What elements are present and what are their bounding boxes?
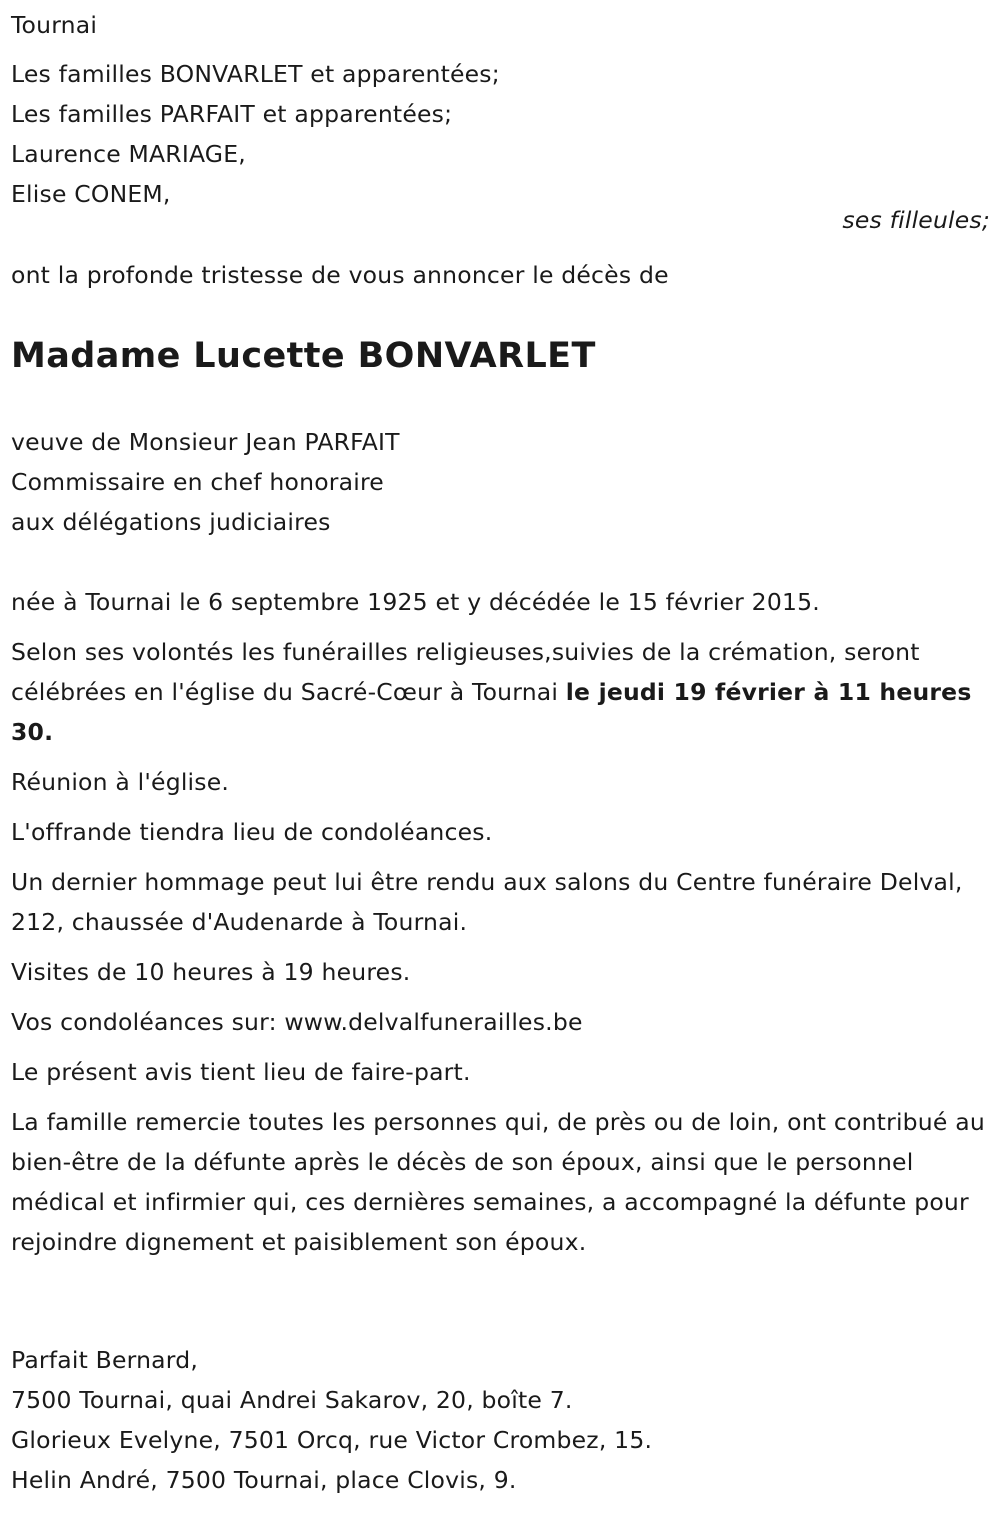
widow-info bbox=[11, 422, 400, 542]
condolences-text: Vos condoléances sur: www.delvalfunerailles.be bbox=[11, 1008, 583, 1036]
signature-line: Parfait Bernard, bbox=[11, 1346, 199, 1374]
place-name: Tournai bbox=[11, 11, 98, 39]
widow-line: Commissaire en chef honoraire bbox=[11, 468, 384, 496]
widow-line: veuve de Monsieur Jean PARFAIT bbox=[11, 428, 400, 456]
signature-line: Helin André, 7500 Tournai, place Clovis, 9. bbox=[11, 1466, 517, 1494]
family-line: Elise CONEM, bbox=[11, 180, 171, 208]
tribute-text: Un dernier hommage peut lui être rendu aux salons du Centre funéraire Delval, 212, chaussée d'Audenarde à Tournai. bbox=[11, 868, 963, 936]
funeral-text: Selon ses volontés les funérailles religieuses,suivies de la crémation, seront célébrées en l'église du Sacré-Cœur à Tournai bbox=[11, 638, 920, 706]
family-line: Les familles BONVARLET et apparentées; bbox=[11, 60, 500, 88]
details-section bbox=[11, 582, 991, 1272]
signature-block bbox=[11, 1340, 652, 1500]
birth-death-text: née à Tournai le 6 septembre 1925 et y décédée le 15 février 2015. bbox=[11, 588, 820, 616]
family-line: Laurence MARIAGE, bbox=[11, 140, 246, 168]
announcement-text: ont la profonde tristesse de vous annoncer le décès de bbox=[11, 261, 669, 289]
signature-line: 7500 Tournai, quai Andrei Sakarov, 20, boîte 7. bbox=[11, 1386, 573, 1414]
funeral-paragraph bbox=[11, 632, 991, 752]
place-heading bbox=[11, 5, 97, 45]
notice-text: Le présent avis tient lieu de faire-part. bbox=[11, 1058, 471, 1086]
families-list bbox=[11, 54, 500, 214]
signature-line: Glorieux Evelyne, 7501 Orcq, rue Victor Crombez, 15. bbox=[11, 1426, 653, 1454]
family-line: Les familles PARFAIT et apparentées; bbox=[11, 100, 453, 128]
offering-text: L'offrande tiendra lieu de condoléances. bbox=[11, 818, 493, 846]
funeral-date: le jeudi 19 février à 11 heures 30. bbox=[11, 678, 972, 746]
deceased-name: Madame Lucette BONVARLET bbox=[11, 336, 596, 376]
thanks-text: La famille remercie toutes les personnes qui, de près ou de loin, ont contribué au bien-être de la défunte après le décès de son époux, ainsi que le personnel médical et infirmier qui, ces dernières semaines, a accompagné la défunte pour rejoindre dignement et paisiblement son époux. bbox=[11, 1108, 985, 1256]
godchildren-label: ses filleules; bbox=[842, 206, 990, 234]
meeting-text: Réunion à l'église. bbox=[11, 768, 230, 796]
widow-line: aux délégations judiciaires bbox=[11, 508, 331, 536]
visits-text: Visites de 10 heures à 19 heures. bbox=[11, 958, 411, 986]
